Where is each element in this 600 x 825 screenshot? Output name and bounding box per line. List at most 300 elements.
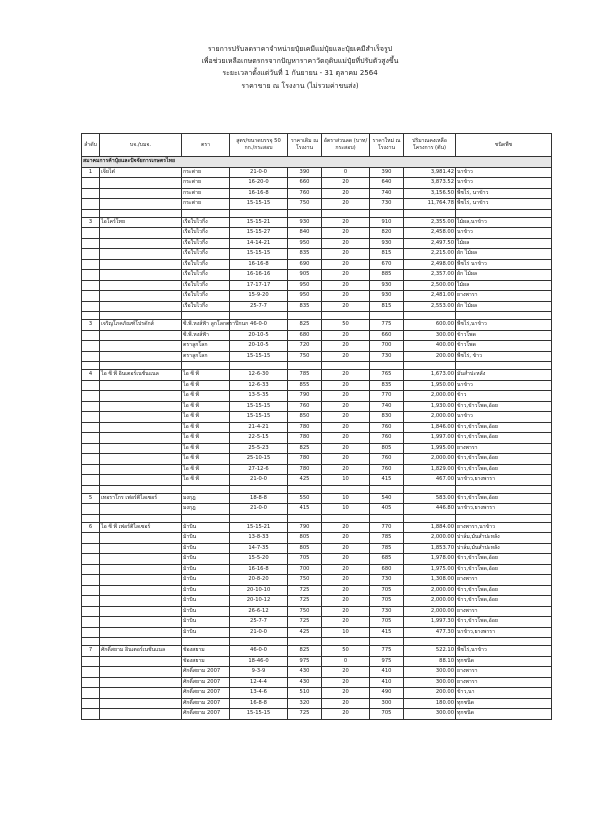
empty-cell	[288, 638, 322, 646]
table-row	[82, 493, 552, 504]
table-cell: พืชไร่, ข้าว	[456, 351, 552, 362]
table-cell: 390	[370, 167, 404, 178]
table-cell: 785	[370, 543, 404, 554]
table-row	[82, 677, 552, 688]
table-cell: ไอ ซี พี	[182, 391, 230, 402]
table-cell	[82, 504, 100, 515]
table-cell: 815	[370, 249, 404, 260]
table-cell: 780	[288, 422, 322, 433]
table-cell: 20	[322, 422, 370, 433]
table-cell: พืชไร่, นาข้าว	[456, 199, 552, 210]
table-cell: ไอ ซี พี	[182, 443, 230, 454]
table-cell: 770	[370, 522, 404, 533]
table-cell	[100, 533, 182, 544]
table-cell	[82, 443, 100, 454]
table-cell: เรือใบไวกิ้ง	[182, 259, 230, 270]
table-cell: ยางพารา,นาข้าว	[456, 522, 552, 533]
table-cell: 20	[322, 433, 370, 444]
table-cell: 20	[322, 270, 370, 281]
table-cell: กระต่าย	[182, 199, 230, 210]
table-cell: 680	[288, 330, 322, 341]
table-cell: 730	[370, 199, 404, 210]
table-cell: 1,930.00	[404, 401, 456, 412]
table-cell: ข้าว,ข้าวโพด,อ้อย	[456, 464, 552, 475]
table-cell: 750	[288, 606, 322, 617]
table-cell: ยางพารา	[456, 606, 552, 617]
table-cell: ตราลูกโลก	[182, 351, 230, 362]
table-cell	[82, 596, 100, 607]
table-cell: 12-6-33	[230, 380, 288, 391]
table-cell: 13-5-35	[230, 391, 288, 402]
table-cell: 780	[288, 464, 322, 475]
table-cell	[82, 617, 100, 628]
empty-cell	[404, 638, 456, 646]
table-cell: 21-0-0	[230, 627, 288, 638]
table-cell	[100, 270, 182, 281]
table-cell: 50	[322, 320, 370, 331]
table-cell	[100, 341, 182, 352]
col-header: บจ./บมจ.	[100, 134, 182, 157]
table-cell: นาข้าว,ยางพารา	[456, 475, 552, 486]
table-cell: 20	[322, 370, 370, 381]
table-row	[82, 422, 552, 433]
table-cell: 1	[82, 167, 100, 178]
table-cell: 690	[288, 259, 322, 270]
table-cell: 15-15-15	[230, 351, 288, 362]
empty-cell	[82, 514, 100, 522]
table-cell: 25-5-23	[230, 443, 288, 454]
table-cell	[82, 606, 100, 617]
table-cell	[100, 199, 182, 210]
table-cell: ศักดิ์สยาม 2007	[182, 688, 230, 699]
table-cell	[100, 443, 182, 454]
table-row	[82, 698, 552, 709]
col-header: ราคาใหม่ ณ โรงงาน	[370, 134, 404, 157]
table-cell	[100, 698, 182, 709]
empty-cell	[230, 638, 288, 646]
section-row	[82, 157, 552, 168]
table-cell: 20	[322, 217, 370, 228]
table-cell: 760	[370, 422, 404, 433]
table-cell: 20	[322, 238, 370, 249]
table-cell	[100, 380, 182, 391]
col-header: ชนิดพืช	[456, 134, 552, 157]
table-cell: 2,000.00	[404, 596, 456, 607]
table-cell: 20	[322, 178, 370, 189]
table-cell: 805	[288, 533, 322, 544]
table-cell: ซี.พี.หงส์ฟ้า ลูกโลกตราปีกนก	[182, 320, 230, 331]
table-cell: 415	[370, 627, 404, 638]
table-cell: 3,873.52	[404, 178, 456, 189]
table-cell: 790	[288, 522, 322, 533]
table-cell: 18-8-8	[230, 493, 288, 504]
table-cell: 850	[288, 412, 322, 423]
table-cell	[82, 564, 100, 575]
table-cell: 20	[322, 698, 370, 709]
table-cell: 15-15-15	[230, 412, 288, 423]
table-cell: ไม้ผล	[456, 280, 552, 291]
table-row	[82, 475, 552, 486]
table-cell: 760	[370, 433, 404, 444]
table-cell: 785	[370, 533, 404, 544]
table-cell: 600.00	[404, 320, 456, 331]
doc-price-note: ราคาขาย ณ โรงงาน (ไม่รวมค่าขนส่ง)	[241, 82, 359, 90]
table-row	[82, 391, 552, 402]
table-cell	[100, 330, 182, 341]
table-cell	[82, 380, 100, 391]
table-cell: นาข้าว	[456, 228, 552, 239]
table-cell: ข้าว,ข้าวโพด,อ้อย	[456, 422, 552, 433]
table-cell: 20	[322, 522, 370, 533]
table-cell	[82, 464, 100, 475]
header-row	[82, 134, 552, 157]
table-cell: 20	[322, 249, 370, 260]
table-cell: 15-9-20	[230, 291, 288, 302]
table-cell: 2,357.00	[404, 270, 456, 281]
table-cell: 685	[370, 554, 404, 565]
table-row	[82, 259, 552, 270]
table-cell: 20	[322, 188, 370, 199]
table-cell: มันสำปะหลัง	[456, 370, 552, 381]
table-cell: 20	[322, 554, 370, 565]
table-cell: ข้าว,ข้าวโพด,อ้อย	[456, 554, 552, 565]
table-cell: 760	[370, 464, 404, 475]
table-cell: 15-5-20	[230, 554, 288, 565]
table-cell: 670	[370, 259, 404, 270]
table-row	[82, 341, 552, 352]
table-cell	[100, 656, 182, 667]
table-cell	[100, 291, 182, 302]
table-cell	[82, 401, 100, 412]
table-row	[82, 656, 552, 667]
table-cell	[82, 422, 100, 433]
table-row	[82, 370, 552, 381]
empty-cell	[404, 485, 456, 493]
table-cell: นาข้าว	[456, 412, 552, 423]
table-cell: มงกุฎ	[182, 493, 230, 504]
table-cell: ศักดิ์สยาม 2007	[182, 709, 230, 720]
table-cell: 425	[288, 475, 322, 486]
table-row	[82, 667, 552, 678]
table-cell: ไอ ซี พี	[182, 422, 230, 433]
table-cell: 20	[322, 259, 370, 270]
table-cell: เรือใบไวกิ้ง	[182, 228, 230, 239]
table-cell: 2,000.00	[404, 606, 456, 617]
table-cell: 975	[288, 656, 322, 667]
table-cell: 1,884.00	[404, 522, 456, 533]
col-header: ลำดับ	[82, 134, 100, 157]
table-cell: ไอ ซี พี	[182, 433, 230, 444]
table-cell: 2,500.00	[404, 280, 456, 291]
table-cell: 20	[322, 341, 370, 352]
table-cell: พืชไร่, นาข้าว	[456, 188, 552, 199]
table-cell	[82, 301, 100, 312]
table-cell: 740	[370, 401, 404, 412]
empty-cell	[456, 514, 552, 522]
table-cell: 410	[370, 677, 404, 688]
table-cell: ข้าว,ข้าวโพด,อ้อย	[456, 564, 552, 575]
table-cell: 11,764.78	[404, 199, 456, 210]
empty-cell	[288, 312, 322, 320]
table-cell: 510	[288, 688, 322, 699]
table-row	[82, 433, 552, 444]
table-cell	[82, 709, 100, 720]
table-cell: ทุกชนิด	[456, 709, 552, 720]
table-cell: 20	[322, 228, 370, 239]
table-cell: เรือใบไวกิ้ง	[182, 280, 230, 291]
section-label: สมาคมการค้าปุ๋ยและปัจจัยการเกษตรไทย	[82, 157, 552, 168]
table-cell	[100, 554, 182, 565]
table-cell: ศักดิ์สยาม อินเตอร์เนชั่นแนล	[100, 646, 182, 657]
table-cell	[100, 575, 182, 586]
table-cell: 2,497.50	[404, 238, 456, 249]
table-cell: 760	[370, 454, 404, 465]
empty-cell	[322, 485, 370, 493]
empty-cell	[456, 209, 552, 217]
table-cell: 20	[322, 596, 370, 607]
table-cell: 20	[322, 454, 370, 465]
table-cell: 16-16-8	[230, 564, 288, 575]
table-cell: 740	[370, 188, 404, 199]
table-cell: 725	[288, 585, 322, 596]
table-cell: 425	[288, 627, 322, 638]
spacer-row	[82, 362, 552, 370]
table-cell: ข้าว,ข้าวโพด,อ้อย	[456, 401, 552, 412]
table-cell	[82, 575, 100, 586]
table-cell: 3	[82, 217, 100, 228]
table-cell: ไอโคร์โทย	[100, 217, 182, 228]
empty-cell	[100, 209, 182, 217]
table-cell	[82, 341, 100, 352]
table-cell	[82, 199, 100, 210]
table-cell: 20	[322, 443, 370, 454]
table-cell: 300.00	[404, 677, 456, 688]
table-cell: 21-0-0	[230, 504, 288, 515]
table-cell: 725	[288, 617, 322, 628]
table-cell: 750	[288, 575, 322, 586]
table-cell	[82, 677, 100, 688]
table-cell: ไอ ซี พี	[182, 454, 230, 465]
table-cell: ปาล์ม,มันสำปะหลัง	[456, 533, 552, 544]
table-cell: ม้าบิน	[182, 596, 230, 607]
table-cell: ม้าบิน	[182, 575, 230, 586]
table-cell	[100, 688, 182, 699]
table-cell: 415	[288, 504, 322, 515]
table-row	[82, 564, 552, 575]
empty-cell	[230, 362, 288, 370]
table-cell: 50	[322, 646, 370, 657]
table-cell: 2,000.00	[404, 533, 456, 544]
table-cell: ไอ ซี พี	[182, 370, 230, 381]
table-row	[82, 228, 552, 239]
table-cell: 320	[288, 698, 322, 709]
table-cell: 1,997.00	[404, 433, 456, 444]
table-cell: 14-14-21	[230, 238, 288, 249]
table-cell: 855	[288, 380, 322, 391]
table-cell: 20	[322, 677, 370, 688]
table-cell: 15-15-21	[230, 217, 288, 228]
table-cell: ข้าว,ข้าวโพด,อ้อย	[456, 433, 552, 444]
table-cell: 770	[370, 391, 404, 402]
table-cell: ยางพารา	[456, 443, 552, 454]
table-cell: 3,981.42	[404, 167, 456, 178]
table-cell	[82, 412, 100, 423]
empty-cell	[370, 638, 404, 646]
table-cell: 1,829.00	[404, 464, 456, 475]
table-cell: 10	[322, 475, 370, 486]
table-cell: 20	[322, 330, 370, 341]
table-cell: ข้าวโพด	[456, 330, 552, 341]
table-cell: 16-20-0	[230, 178, 288, 189]
table-cell: ทุกชนิด	[456, 698, 552, 709]
table-cell: 20	[322, 380, 370, 391]
empty-cell	[182, 514, 230, 522]
table-row	[82, 167, 552, 178]
table-cell	[82, 330, 100, 341]
table-cell	[82, 656, 100, 667]
table-cell	[100, 351, 182, 362]
table-cell: ปาล์ม,มันสำปะหลัง	[456, 543, 552, 554]
table-cell: 446.80	[404, 504, 456, 515]
table-cell: ม้าบิน	[182, 606, 230, 617]
empty-cell	[230, 312, 288, 320]
table-cell: เรือใบไวกิ้ง	[182, 238, 230, 249]
table-row	[82, 320, 552, 331]
table-cell: 820	[370, 228, 404, 239]
table-cell: ม้าบิน	[182, 564, 230, 575]
table-cell: 467.00	[404, 475, 456, 486]
table-row	[82, 291, 552, 302]
table-cell: 46-0-0	[230, 646, 288, 657]
table-cell: 2,553.00	[404, 301, 456, 312]
price-table	[81, 133, 552, 720]
table-cell	[82, 249, 100, 260]
table-cell: 840	[288, 228, 322, 239]
empty-cell	[404, 362, 456, 370]
table-cell	[100, 259, 182, 270]
table-cell: 930	[288, 217, 322, 228]
table-cell: 405	[370, 504, 404, 515]
table-cell: ม้าบิน	[182, 617, 230, 628]
empty-cell	[288, 362, 322, 370]
table-cell: 3	[82, 320, 100, 331]
table-cell: นาข้าว	[456, 167, 552, 178]
table-cell: 16-8-8	[230, 698, 288, 709]
table-row	[82, 627, 552, 638]
table-cell: ม้าบิน	[182, 554, 230, 565]
table-cell: 730	[370, 351, 404, 362]
table-cell	[100, 238, 182, 249]
table-cell: ผัก ไม้ผล	[456, 249, 552, 260]
table-cell	[100, 596, 182, 607]
table-cell: ไม้ผล,นาข้าว	[456, 217, 552, 228]
empty-cell	[456, 638, 552, 646]
table-cell: ช้องสยาม	[182, 656, 230, 667]
table-cell	[82, 667, 100, 678]
table-cell: ศักดิ์สยาม 2007	[182, 667, 230, 678]
table-cell: นาข้าว	[456, 380, 552, 391]
empty-cell	[182, 485, 230, 493]
table-cell: 20	[322, 280, 370, 291]
table-cell: ม้าบิน	[182, 627, 230, 638]
table-cell: 780	[288, 433, 322, 444]
table-cell: 200.00	[404, 688, 456, 699]
table-cell: 975	[370, 656, 404, 667]
spacer-row	[82, 312, 552, 320]
table-row	[82, 464, 552, 475]
table-cell: 27-12-6	[230, 464, 288, 475]
table-cell: 20	[322, 464, 370, 475]
table-cell: 430	[288, 667, 322, 678]
empty-cell	[82, 209, 100, 217]
table-cell: กระต่าย	[182, 178, 230, 189]
table-cell: 17-17-17	[230, 280, 288, 291]
table-row	[82, 709, 552, 720]
empty-cell	[182, 362, 230, 370]
table-row	[82, 217, 552, 228]
table-cell: 775	[370, 320, 404, 331]
empty-cell	[322, 514, 370, 522]
table-row	[82, 238, 552, 249]
table-cell	[82, 259, 100, 270]
table-cell: 825	[288, 320, 322, 331]
table-cell: 20	[322, 688, 370, 699]
table-cell: 750	[288, 199, 322, 210]
table-cell	[82, 391, 100, 402]
table-cell: ข้าว,ข้าวโพด,อ้อย	[456, 596, 552, 607]
table-row	[82, 575, 552, 586]
table-cell: ข้าว,ข้าวโพด,อ้อย	[456, 454, 552, 465]
table-cell	[100, 627, 182, 638]
table-row	[82, 596, 552, 607]
table-cell: ม้าบิน	[182, 533, 230, 544]
table-cell: 430	[288, 677, 322, 688]
table-cell: 180.00	[404, 698, 456, 709]
table-cell: 2,000.00	[404, 391, 456, 402]
table-row	[82, 454, 552, 465]
table-cell: ข้าว,นา	[456, 688, 552, 699]
table-cell: 20	[322, 543, 370, 554]
table-cell: 950	[288, 238, 322, 249]
col-header: อัตราส่วนลด (บาท/กระสอบ)	[322, 134, 370, 157]
empty-cell	[288, 485, 322, 493]
empty-cell	[100, 312, 182, 320]
table-cell: ข้าว,ข้าวโพด,อ้อย	[456, 617, 552, 628]
table-cell: 15-15-15	[230, 199, 288, 210]
empty-cell	[100, 362, 182, 370]
table-cell: ยางพารา	[456, 575, 552, 586]
table-cell: เรือใบไวกิ้ง	[182, 291, 230, 302]
empty-cell	[182, 638, 230, 646]
empty-cell	[370, 485, 404, 493]
empty-cell	[456, 312, 552, 320]
table-cell	[100, 301, 182, 312]
table-cell: 15-15-27	[230, 228, 288, 239]
table-cell: 20	[322, 667, 370, 678]
table-cell: 490	[370, 688, 404, 699]
table-cell: 2,458.00	[404, 228, 456, 239]
table-cell: 1,950.00	[404, 380, 456, 391]
table-row	[82, 443, 552, 454]
table-cell: 705	[370, 585, 404, 596]
table-row	[82, 330, 552, 341]
table-cell	[100, 422, 182, 433]
table-cell	[100, 464, 182, 475]
table-cell	[100, 401, 182, 412]
table-cell: 2,481.00	[404, 291, 456, 302]
table-row	[82, 688, 552, 699]
table-cell: ข้าวโพด	[456, 341, 552, 352]
